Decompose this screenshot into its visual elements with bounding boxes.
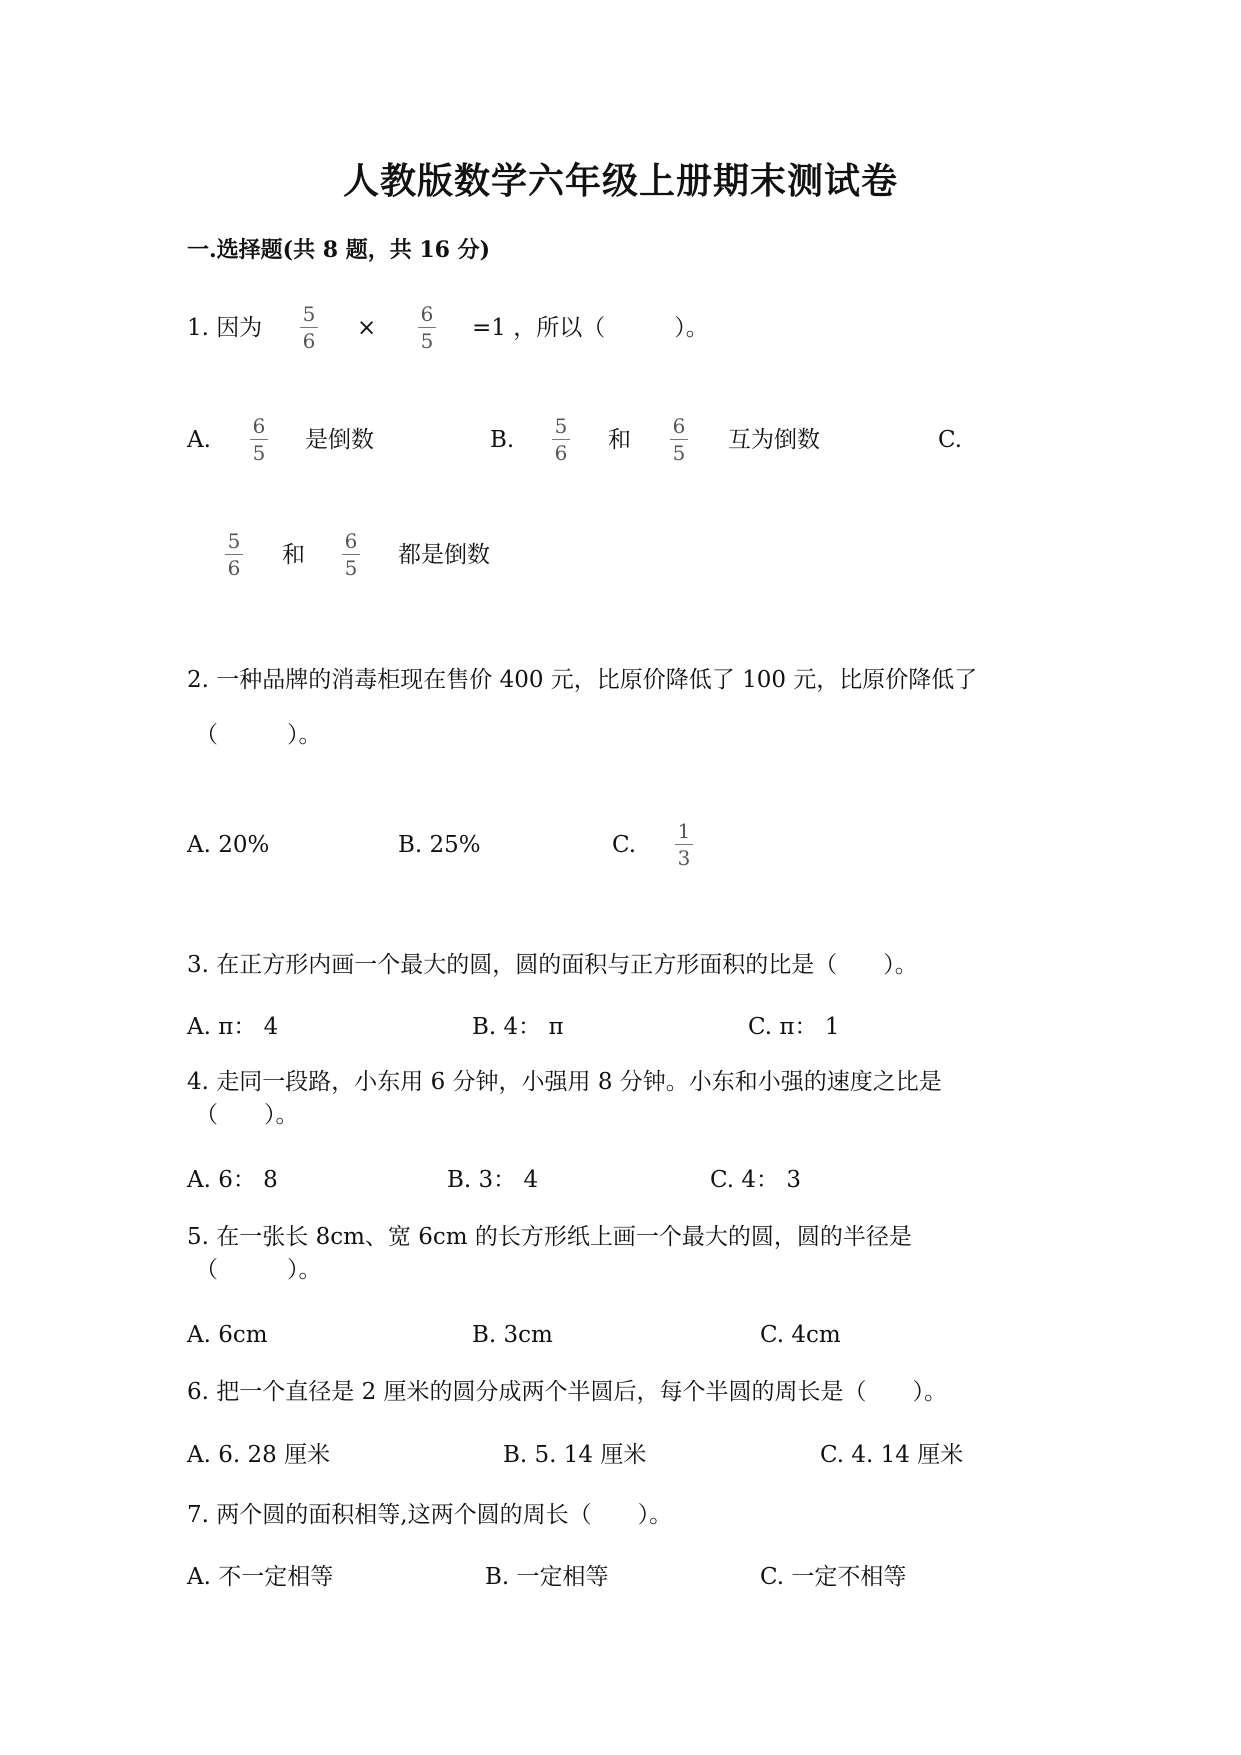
q5-option-b: B. 3cm: [472, 1322, 553, 1348]
q2-option-a: A. 20%: [187, 832, 270, 858]
section-heading: 一.选择题(共 8 题，共 16 分): [187, 237, 491, 263]
q1-option-c-fraction-2: 6 5: [342, 530, 360, 579]
q4-option-c: C. 4： 3: [710, 1167, 801, 1193]
q1-option-c-and: 和: [282, 542, 305, 568]
q3-option-b: B. 4： π: [472, 1014, 564, 1040]
q6-text: 6. 把一个直径是 2 厘米的圆分成两个半圆后，每个半圆的周长是（ ）。: [187, 1379, 948, 1405]
q1-option-b-fraction-1: 5 6: [552, 415, 570, 464]
q6-option-c: C. 4. 14 厘米: [820, 1442, 964, 1468]
q1-option-b-and: 和: [608, 427, 631, 453]
q1-fraction-2: 6 5: [418, 303, 436, 352]
q5-option-c: C. 4cm: [760, 1322, 841, 1348]
q1-fraction-1: 5 6: [300, 303, 318, 352]
q5-text: 5. 在一张长 8cm、宽 6cm 的长方形纸上画一个最大的圆，圆的半径是: [187, 1224, 912, 1250]
q4-text-continued: （ ）。: [195, 1102, 299, 1128]
q1-option-a-label: A.: [187, 427, 211, 453]
q7-option-b: B. 一定相等: [485, 1564, 609, 1590]
q2-text: 2. 一种品牌的消毒柜现在售价 400 元，比原价降低了 100 元，比原价降低了: [187, 667, 978, 693]
q1-times-sign: ×: [357, 315, 377, 341]
q2-text-continued: （ ）。: [195, 722, 322, 748]
q4-option-b: B. 3： 4: [447, 1167, 539, 1193]
q1-option-b-label: B.: [490, 427, 515, 453]
q5-text-continued: （ ）。: [195, 1257, 322, 1283]
q1-option-b-text: 互为倒数: [728, 427, 820, 453]
q1-option-c-label: C.: [938, 427, 963, 453]
q4-option-a: A. 6： 8: [187, 1167, 278, 1193]
q6-option-a: A. 6. 28 厘米: [187, 1442, 331, 1468]
q3-option-a: A. π： 4: [187, 1014, 279, 1040]
q6-option-b: B. 5. 14 厘米: [503, 1442, 647, 1468]
q7-option-a: A. 不一定相等: [187, 1564, 334, 1590]
q1-suffix: =1 ，所以（ ）。: [472, 315, 709, 341]
q1-option-a-fraction: 6 5: [250, 415, 268, 464]
q1-option-c-text: 都是倒数: [398, 542, 490, 568]
q5-option-a: A. 6cm: [187, 1322, 268, 1348]
q1-option-b-fraction-2: 6 5: [670, 415, 688, 464]
page-title: 人教版数学六年级上册期末测试卷: [342, 160, 898, 202]
q3-text: 3. 在正方形内画一个最大的圆，圆的面积与正方形面积的比是（ ）。: [187, 952, 918, 978]
q3-option-c: C. π： 1: [748, 1014, 840, 1040]
q2-option-b: B. 25%: [398, 832, 481, 858]
q1-prefix: 1. 因为: [187, 315, 263, 341]
q2-option-c-fraction: 1 3: [675, 820, 693, 869]
q7-option-c: C. 一定不相等: [760, 1564, 907, 1590]
q4-text: 4. 走同一段路，小东用 6 分钟，小强用 8 分钟。小东和小强的速度之比是: [187, 1069, 942, 1095]
q2-option-c-label: C.: [612, 832, 637, 858]
q1-option-a-text: 是倒数: [305, 427, 374, 453]
q7-text: 7. 两个圆的面积相等,这两个圆的周长（ ）。: [187, 1502, 673, 1528]
q1-option-c-fraction-1: 5 6: [225, 530, 243, 579]
